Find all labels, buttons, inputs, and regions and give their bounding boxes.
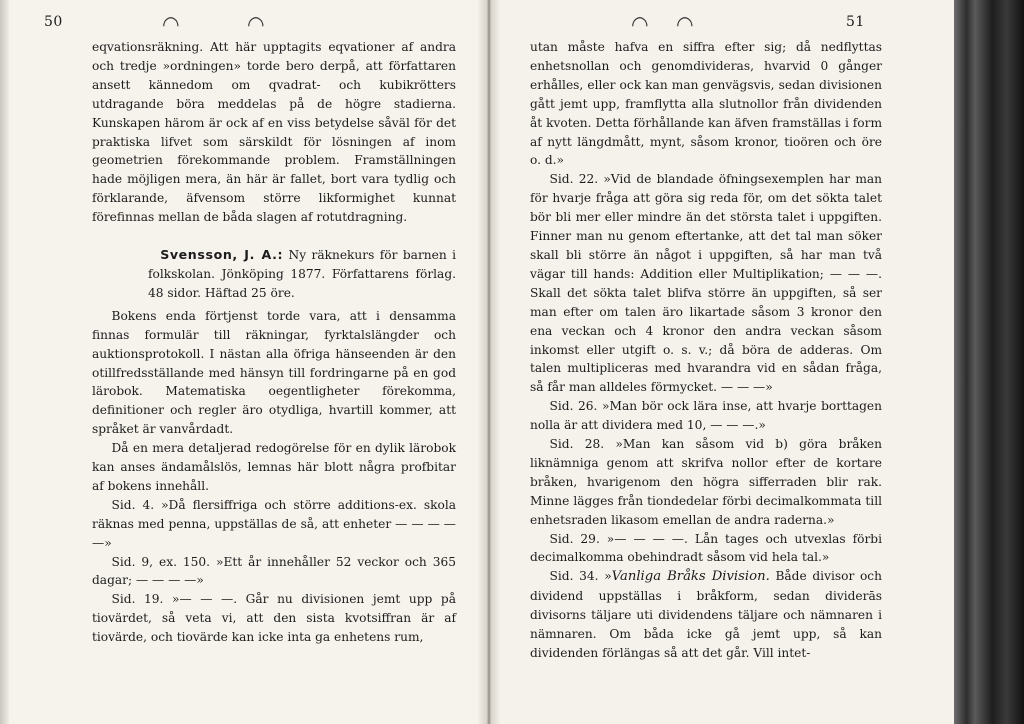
body-paragraph: utan måste hafva en siffra efter sig; då nedflyttas enhetsnollan och genomdivideras, hvarvid 0 gånger erhålles, eller ock kan man genvägsvis, sedan divisionen gått jemt upp, framflytta alla slutnollor från dividenden åt kvoten. Detta förhållande kan äfven framställas i form af nytt längdmått, mynt, såsom kronor, tioören och öre o. d.» (530, 40, 882, 168)
scanner-edge (954, 0, 1024, 724)
right-page-number: 51 (846, 14, 865, 30)
binding-hole-mark: ◠ (247, 9, 265, 39)
quote-paragraph: Sid. 28. »Man kan såsom vid b) göra bråken liknämniga genom att skrifva nollor efter de kortare bråken, hvarigenom den högra sifferraden blir rak. Minne lägges från tiondedelar förbi decimalkommata till enhetsraden likasom emellan de andra raderna.» (530, 437, 882, 527)
left-page-number: 50 (44, 14, 63, 30)
binding-hole-mark: ◠ (162, 9, 180, 39)
quote-paragraph: Sid. 19. »— — —. Går nu divisionen jemt upp på tiovärdet, så veta vi, att den sista kvotsiffran är af tiovärde, och tiovärde kan icke inta ga enhetens rum, (92, 592, 456, 645)
book-gutter (478, 0, 500, 724)
body-paragraph: Bokens enda förtjenst torde vara, att i densamma finnas formulär till räkningar, fyrktalslängder och auktionsprotokoll. I nästan alla öfriga hänseenden är den otillfredsställande med hänsyn till fordringarne på en god lärobok. Matematiska oegentligheter förekomma, definitioner och regler äro otydliga, hvartill kommer, att språket är vanvårdadt. (92, 308, 456, 437)
review-author: Svensson, J. A.: (160, 247, 284, 263)
quote-paragraph: Sid. 29. »— — — —. Lån tages och utvexlas förbi decimalkomma obehindradt såsom vid hela tal.» (530, 531, 882, 565)
final-prefix: Sid. 34. » (549, 569, 612, 584)
binding-hole-mark: ◠ (631, 9, 649, 39)
quote-paragraph: Sid. 26. »Man bör ock lära inse, att hvarje borttagen nolla är att dividera med 10, — — —.» (530, 399, 882, 433)
body-paragraph: eqvationsräkning. Att här upptagits eqvationer af andra och tredje »ordningen» torde bero derpå, att författaren ansett kännedom om qvadrat- och kubikrötters utdragande böra meddelas på de högre stadierna. Kunskapen härom är ock af en viss betydelse såväl för det praktiska lifvet som särskildt för lösningen af inom geometrien förekommande problem. Framställningen hade möjligen mera, än här är fallet, bort vara tydlig och förklarande, äfvensom större likformighet kunnat förefinnas mellan de båda slagen af rotutdragning. (92, 40, 456, 225)
quote-paragraph: Sid. 22. »Vid de blandade öfningsexemplen har man för hvarje fråga att göra sig reda för, om det sökta talet bör bli mer eller mindre än det största talet i uppgiften. Finner man nu genom eftertanke, att det tal man söker skall bli större än något i uppgiften, så har man två vägar till hands: Addition eller Multiplikation; — — —. Skall det sökta talet blifva större än uppgiften, så ser man efter om talen äro likartade såsom 3 kronor den ena veckan och 4 kronor den andra veckan såsom inkomst eller utgift o. s. v.; då böra de adderas. Om talen multipliceras med hvarandra vid en sådan fråga, så får man alldeles förmycket. — — —» (530, 172, 882, 395)
review-heading (92, 246, 456, 303)
final-italic-title: Vanliga Bråks Division. (611, 569, 770, 585)
quote-paragraph: Sid. 9, ex. 150. »Ett år innehåller 52 veckor och 365 dagar; — — — —» (92, 554, 456, 588)
quote-paragraph (530, 567, 882, 663)
quote-paragraph: Sid. 4. »Då flersiffriga och större additions-ex. skola räknas med penna, uppställas de så, att enheter — — — — —» (92, 497, 456, 550)
left-page-edge (0, 0, 9, 724)
review-details: Ny räknekurs för barnen i folkskolan. Jönköping 1877. Författarens förlag. 48 sidor. Häftad 25 öre. (148, 248, 456, 300)
final-rest: Både divisor och dividend uppställas i bråkform, sedan dividerās divisorns täljare uti dividendens täljare och nämnaren i nämnaren. Om båda icke gå jemt upp, så kan dividenden förlängas så att det går. Vill intet- (530, 569, 882, 660)
left-text-column (92, 38, 456, 647)
binding-hole-mark: ◠ (676, 9, 694, 39)
body-paragraph: Då en mera detaljerad redogörelse för en dylik lärobok kan anses ändamålslös, lemnas här blott några profbitar af bokens innehåll. (92, 441, 456, 493)
right-text-column (530, 38, 882, 663)
